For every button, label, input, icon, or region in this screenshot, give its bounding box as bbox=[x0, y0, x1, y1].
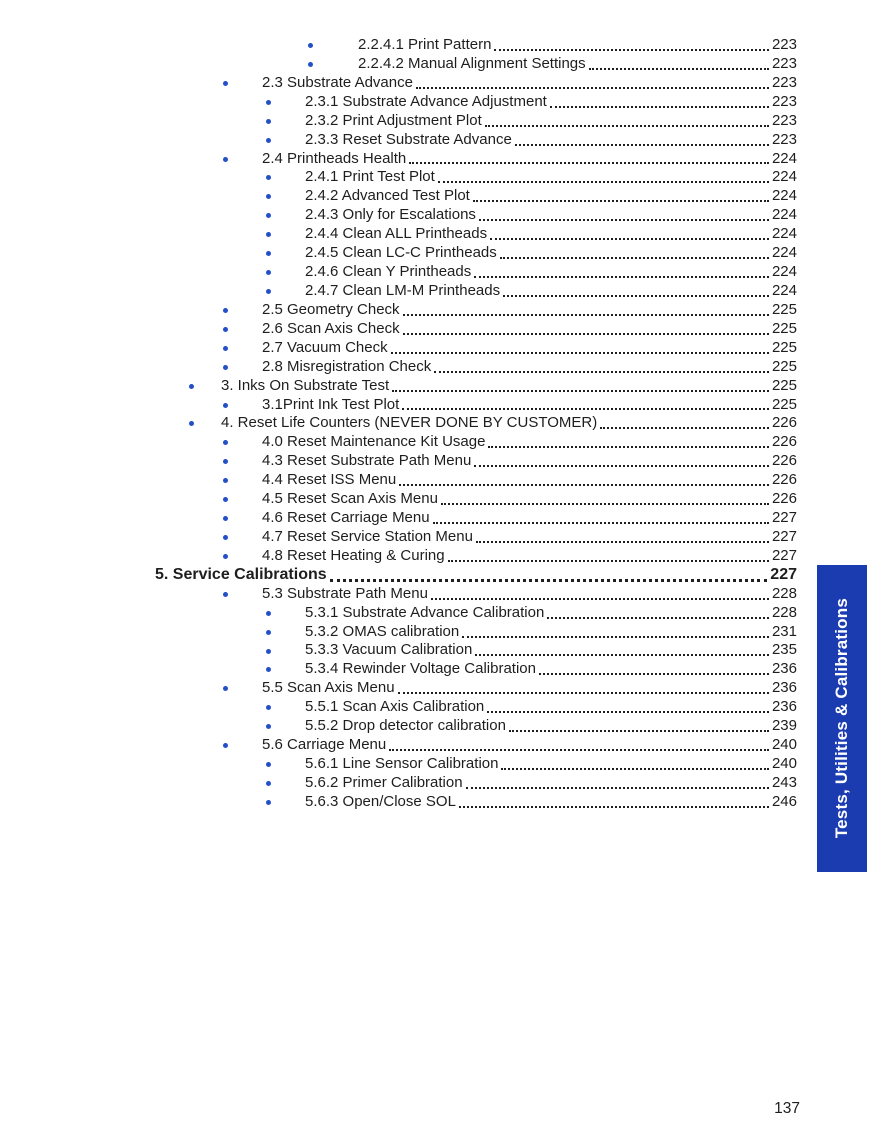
bullet-icon bbox=[266, 630, 271, 635]
toc-entry-label: 4.6 Reset Carriage Menu bbox=[262, 509, 430, 527]
dotted-leader bbox=[434, 371, 769, 373]
toc-entry-label: 4.7 Reset Service Station Menu bbox=[262, 527, 473, 545]
toc-entry-label: 2.2.4.1 Print Pattern bbox=[358, 35, 492, 53]
toc-entry[interactable] bbox=[0, 755, 797, 774]
dotted-leader bbox=[459, 806, 769, 808]
dotted-leader bbox=[416, 87, 769, 89]
dotted-leader bbox=[474, 465, 769, 467]
dotted-leader bbox=[509, 730, 769, 732]
toc-entry-label: 4.4 Reset ISS Menu bbox=[262, 471, 397, 489]
toc-entry-page: 226 bbox=[771, 414, 797, 432]
toc-entry[interactable] bbox=[0, 301, 797, 320]
toc-entry-label: 2.4.3 Only for Escalations bbox=[305, 206, 476, 224]
dotted-leader bbox=[433, 522, 769, 524]
toc-entry-label: 5. Service Calibrations bbox=[155, 565, 327, 583]
dotted-leader bbox=[479, 219, 769, 221]
toc-entry[interactable] bbox=[0, 585, 797, 604]
bullet-icon bbox=[223, 346, 228, 351]
dotted-leader bbox=[438, 181, 769, 183]
toc-entry-page: 227 bbox=[771, 546, 797, 564]
toc-entry-page: 224 bbox=[771, 263, 797, 281]
toc-entry-page: 223 bbox=[771, 130, 797, 148]
dotted-leader bbox=[476, 541, 769, 543]
bullet-icon bbox=[223, 554, 228, 559]
toc-entry-page: 224 bbox=[771, 244, 797, 262]
dotted-leader bbox=[448, 560, 769, 562]
toc-entry-label: 5.3.2 OMAS calibration bbox=[305, 622, 460, 640]
dotted-leader bbox=[403, 314, 769, 316]
toc-entry[interactable] bbox=[0, 131, 797, 150]
dotted-leader bbox=[398, 692, 769, 694]
dotted-leader bbox=[389, 749, 769, 751]
toc-entry-page: 240 bbox=[771, 755, 797, 773]
toc-entry-page: 226 bbox=[771, 452, 797, 470]
bullet-icon bbox=[266, 781, 271, 786]
toc-list bbox=[0, 36, 797, 812]
dotted-leader bbox=[409, 162, 769, 164]
dotted-leader bbox=[490, 238, 769, 240]
toc-entry-label: 2.8 Misregistration Check bbox=[262, 357, 432, 375]
dotted-leader bbox=[589, 68, 769, 70]
bullet-icon bbox=[223, 327, 228, 332]
toc-entry[interactable] bbox=[0, 358, 797, 377]
dotted-leader bbox=[500, 257, 769, 259]
dotted-leader bbox=[475, 654, 769, 656]
dotted-leader bbox=[392, 390, 769, 392]
dotted-leader bbox=[539, 673, 769, 675]
toc-entry[interactable] bbox=[0, 774, 797, 793]
toc-entry[interactable] bbox=[0, 660, 797, 679]
bullet-icon bbox=[223, 535, 228, 540]
toc-entry-label: 4. Reset Life Counters (NEVER DONE BY CUSTOMER) bbox=[221, 414, 598, 432]
toc-entry[interactable] bbox=[0, 490, 797, 509]
dotted-leader bbox=[462, 636, 769, 638]
bullet-icon bbox=[266, 762, 271, 767]
toc-entry-label: 5.6.3 Open/Close SOL bbox=[305, 792, 456, 810]
bullet-icon bbox=[189, 384, 194, 389]
bullet-icon bbox=[223, 403, 228, 408]
toc-entry-page: 227 bbox=[770, 565, 797, 583]
toc-entry-page: 228 bbox=[771, 603, 797, 621]
toc-entry[interactable] bbox=[0, 547, 797, 566]
toc-entry-page: 243 bbox=[771, 773, 797, 791]
toc-entry-label: 5.3.1 Substrate Advance Calibration bbox=[305, 603, 545, 621]
toc-entry-page: 239 bbox=[771, 717, 797, 735]
toc-entry[interactable] bbox=[0, 74, 797, 93]
toc-entry[interactable] bbox=[0, 168, 797, 187]
dotted-leader bbox=[466, 787, 769, 789]
toc-entry-label: 2.4.7 Clean LM-M Printheads bbox=[305, 281, 501, 299]
toc-entry[interactable] bbox=[0, 55, 797, 74]
toc-entry[interactable] bbox=[0, 93, 797, 112]
toc-entry-label: 2.3.1 Substrate Advance Adjustment bbox=[305, 92, 547, 110]
bullet-icon bbox=[266, 611, 271, 616]
dotted-leader bbox=[515, 144, 769, 146]
toc-entry-label: 2.5 Geometry Check bbox=[262, 300, 400, 318]
toc-entry-page: 223 bbox=[771, 54, 797, 72]
toc-entry-page: 223 bbox=[771, 73, 797, 91]
toc-entry-label: 2.4.2 Advanced Test Plot bbox=[305, 187, 470, 205]
toc-entry[interactable] bbox=[0, 150, 797, 169]
toc-entry-label: 3.1Print Ink Test Plot bbox=[262, 395, 400, 413]
dotted-leader bbox=[488, 446, 769, 448]
toc-entry-label: 4.8 Reset Heating & Curing bbox=[262, 546, 445, 564]
toc-entry-label: 2.3.3 Reset Substrate Advance bbox=[305, 130, 512, 148]
dotted-leader bbox=[403, 333, 769, 335]
toc-entry-page: 223 bbox=[771, 35, 797, 53]
toc-entry-page: 226 bbox=[771, 490, 797, 508]
bullet-icon bbox=[266, 800, 271, 805]
dotted-leader bbox=[399, 484, 769, 486]
toc-entry-label: 2.4.6 Clean Y Printheads bbox=[305, 263, 472, 281]
toc-entry-page: 223 bbox=[771, 92, 797, 110]
toc-entry-page: 225 bbox=[771, 395, 797, 413]
toc-entry-page: 236 bbox=[771, 660, 797, 678]
toc-entry-label: 5.5.1 Scan Axis Calibration bbox=[305, 698, 485, 716]
toc-entry[interactable] bbox=[0, 452, 797, 471]
bullet-icon bbox=[266, 100, 271, 105]
toc-entry-page: 225 bbox=[771, 338, 797, 356]
toc-entry-label: 5.5.2 Drop detector calibration bbox=[305, 717, 506, 735]
toc-entry-page: 228 bbox=[771, 584, 797, 602]
toc-entry[interactable] bbox=[0, 433, 797, 452]
toc-entry-page: 224 bbox=[771, 206, 797, 224]
dotted-leader bbox=[330, 579, 768, 582]
dotted-leader bbox=[441, 503, 769, 505]
toc-entry-page: 227 bbox=[771, 527, 797, 545]
toc-entry-label: 5.3.4 Rewinder Voltage Calibration bbox=[305, 660, 536, 678]
toc-entry[interactable] bbox=[0, 679, 797, 698]
footer-page-number: 137 bbox=[774, 1100, 800, 1117]
toc-entry-label: 2.6 Scan Axis Check bbox=[262, 319, 400, 337]
toc-entry[interactable] bbox=[0, 471, 797, 490]
toc-entry-page: 235 bbox=[771, 641, 797, 659]
toc-entry-page: 224 bbox=[771, 281, 797, 299]
toc-entry-label: 5.3.3 Vacuum Calibration bbox=[305, 641, 473, 659]
dotted-leader bbox=[547, 617, 769, 619]
bullet-icon bbox=[266, 289, 271, 294]
bullet-icon bbox=[266, 119, 271, 124]
toc-entry[interactable] bbox=[0, 528, 797, 547]
toc-entry-label: 2.4.4 Clean ALL Printheads bbox=[305, 225, 488, 243]
toc-entry[interactable] bbox=[0, 206, 797, 225]
toc-entry[interactable] bbox=[0, 244, 797, 263]
toc-entry[interactable] bbox=[0, 642, 797, 661]
toc-entry-label: 5.6.1 Line Sensor Calibration bbox=[305, 755, 499, 773]
toc-entry-label: 3. Inks On Substrate Test bbox=[221, 376, 390, 394]
toc-entry-page: 224 bbox=[771, 149, 797, 167]
bullet-icon bbox=[266, 649, 271, 654]
dotted-leader bbox=[550, 106, 769, 108]
toc-entry-label: 5.6 Carriage Menu bbox=[262, 736, 387, 754]
bullet-icon bbox=[308, 43, 313, 48]
toc-entry[interactable] bbox=[0, 604, 797, 623]
toc-entry-page: 225 bbox=[771, 376, 797, 394]
toc-entry-label: 4.0 Reset Maintenance Kit Usage bbox=[262, 433, 486, 451]
dotted-leader bbox=[431, 598, 769, 600]
toc-entry-page: 236 bbox=[771, 698, 797, 716]
toc-entry[interactable] bbox=[0, 339, 797, 358]
toc-entry-label: 5.5 Scan Axis Menu bbox=[262, 679, 395, 697]
dotted-leader bbox=[600, 427, 769, 429]
chapter-tab-label: Tests, Utilities & Calibrations bbox=[832, 598, 851, 839]
bullet-icon bbox=[223, 365, 228, 370]
toc-entry-page: 224 bbox=[771, 187, 797, 205]
bullet-icon bbox=[223, 592, 228, 597]
toc-entry-label: 4.3 Reset Substrate Path Menu bbox=[262, 452, 472, 470]
toc-entry-label: 2.4.5 Clean LC-C Printheads bbox=[305, 244, 497, 262]
toc-entry-label: 5.6.2 Primer Calibration bbox=[305, 773, 463, 791]
toc-entry-page: 227 bbox=[771, 509, 797, 527]
toc-entry-page: 226 bbox=[771, 433, 797, 451]
toc-entry-page: 225 bbox=[771, 300, 797, 318]
toc-entry-label: 5.3 Substrate Path Menu bbox=[262, 584, 428, 602]
toc-entry[interactable] bbox=[0, 623, 797, 642]
toc-entry-page: 223 bbox=[771, 111, 797, 129]
dotted-leader bbox=[485, 125, 769, 127]
toc-entry[interactable] bbox=[0, 736, 797, 755]
toc-entry[interactable] bbox=[0, 263, 797, 282]
toc-entry[interactable] bbox=[0, 396, 797, 415]
toc-entry[interactable] bbox=[0, 377, 797, 396]
bullet-icon bbox=[266, 138, 271, 143]
toc-entry-page: 224 bbox=[771, 225, 797, 243]
toc-entry[interactable] bbox=[0, 698, 797, 717]
toc-entry[interactable] bbox=[0, 320, 797, 339]
toc-entry-page: 246 bbox=[771, 792, 797, 810]
toc-entry[interactable] bbox=[0, 566, 797, 585]
dotted-leader bbox=[494, 49, 769, 51]
toc-entry-label: 2.3.2 Print Adjustment Plot bbox=[305, 111, 482, 129]
toc-entry[interactable] bbox=[0, 187, 797, 206]
dotted-leader bbox=[391, 352, 769, 354]
toc-entry[interactable] bbox=[0, 282, 797, 301]
bullet-icon bbox=[223, 81, 228, 86]
toc-entry-page: 224 bbox=[771, 168, 797, 186]
chapter-tab[interactable] bbox=[817, 565, 867, 872]
toc-entry[interactable] bbox=[0, 414, 797, 433]
dotted-leader bbox=[487, 711, 769, 713]
dotted-leader bbox=[402, 408, 769, 410]
toc-entry[interactable] bbox=[0, 509, 797, 528]
toc-entry-label: 2.7 Vacuum Check bbox=[262, 338, 388, 356]
dotted-leader bbox=[474, 276, 769, 278]
bullet-icon bbox=[223, 157, 228, 162]
toc-entry-label: 2.3 Substrate Advance bbox=[262, 73, 413, 91]
toc-entry-label: 2.2.4.2 Manual Alignment Settings bbox=[358, 54, 586, 72]
toc-entry[interactable] bbox=[0, 36, 797, 55]
toc-entry[interactable] bbox=[0, 225, 797, 244]
bullet-icon bbox=[308, 62, 313, 67]
toc-entry-page: 225 bbox=[771, 319, 797, 337]
toc-entry-label: 2.4.1 Print Test Plot bbox=[305, 168, 435, 186]
toc-entry[interactable] bbox=[0, 793, 797, 812]
bullet-icon bbox=[223, 308, 228, 313]
toc-entry-label: 4.5 Reset Scan Axis Menu bbox=[262, 490, 438, 508]
toc-entry[interactable] bbox=[0, 717, 797, 736]
toc-entry-page: 226 bbox=[771, 471, 797, 489]
toc-entry[interactable] bbox=[0, 112, 797, 131]
toc-entry-label: 2.4 Printheads Health bbox=[262, 149, 407, 167]
dotted-leader bbox=[501, 768, 769, 770]
dotted-leader bbox=[503, 295, 769, 297]
dotted-leader bbox=[473, 200, 769, 202]
toc-entry-page: 231 bbox=[771, 622, 797, 640]
toc-entry-page: 225 bbox=[771, 357, 797, 375]
toc-entry-page: 240 bbox=[771, 736, 797, 754]
toc-entry-page: 236 bbox=[771, 679, 797, 697]
